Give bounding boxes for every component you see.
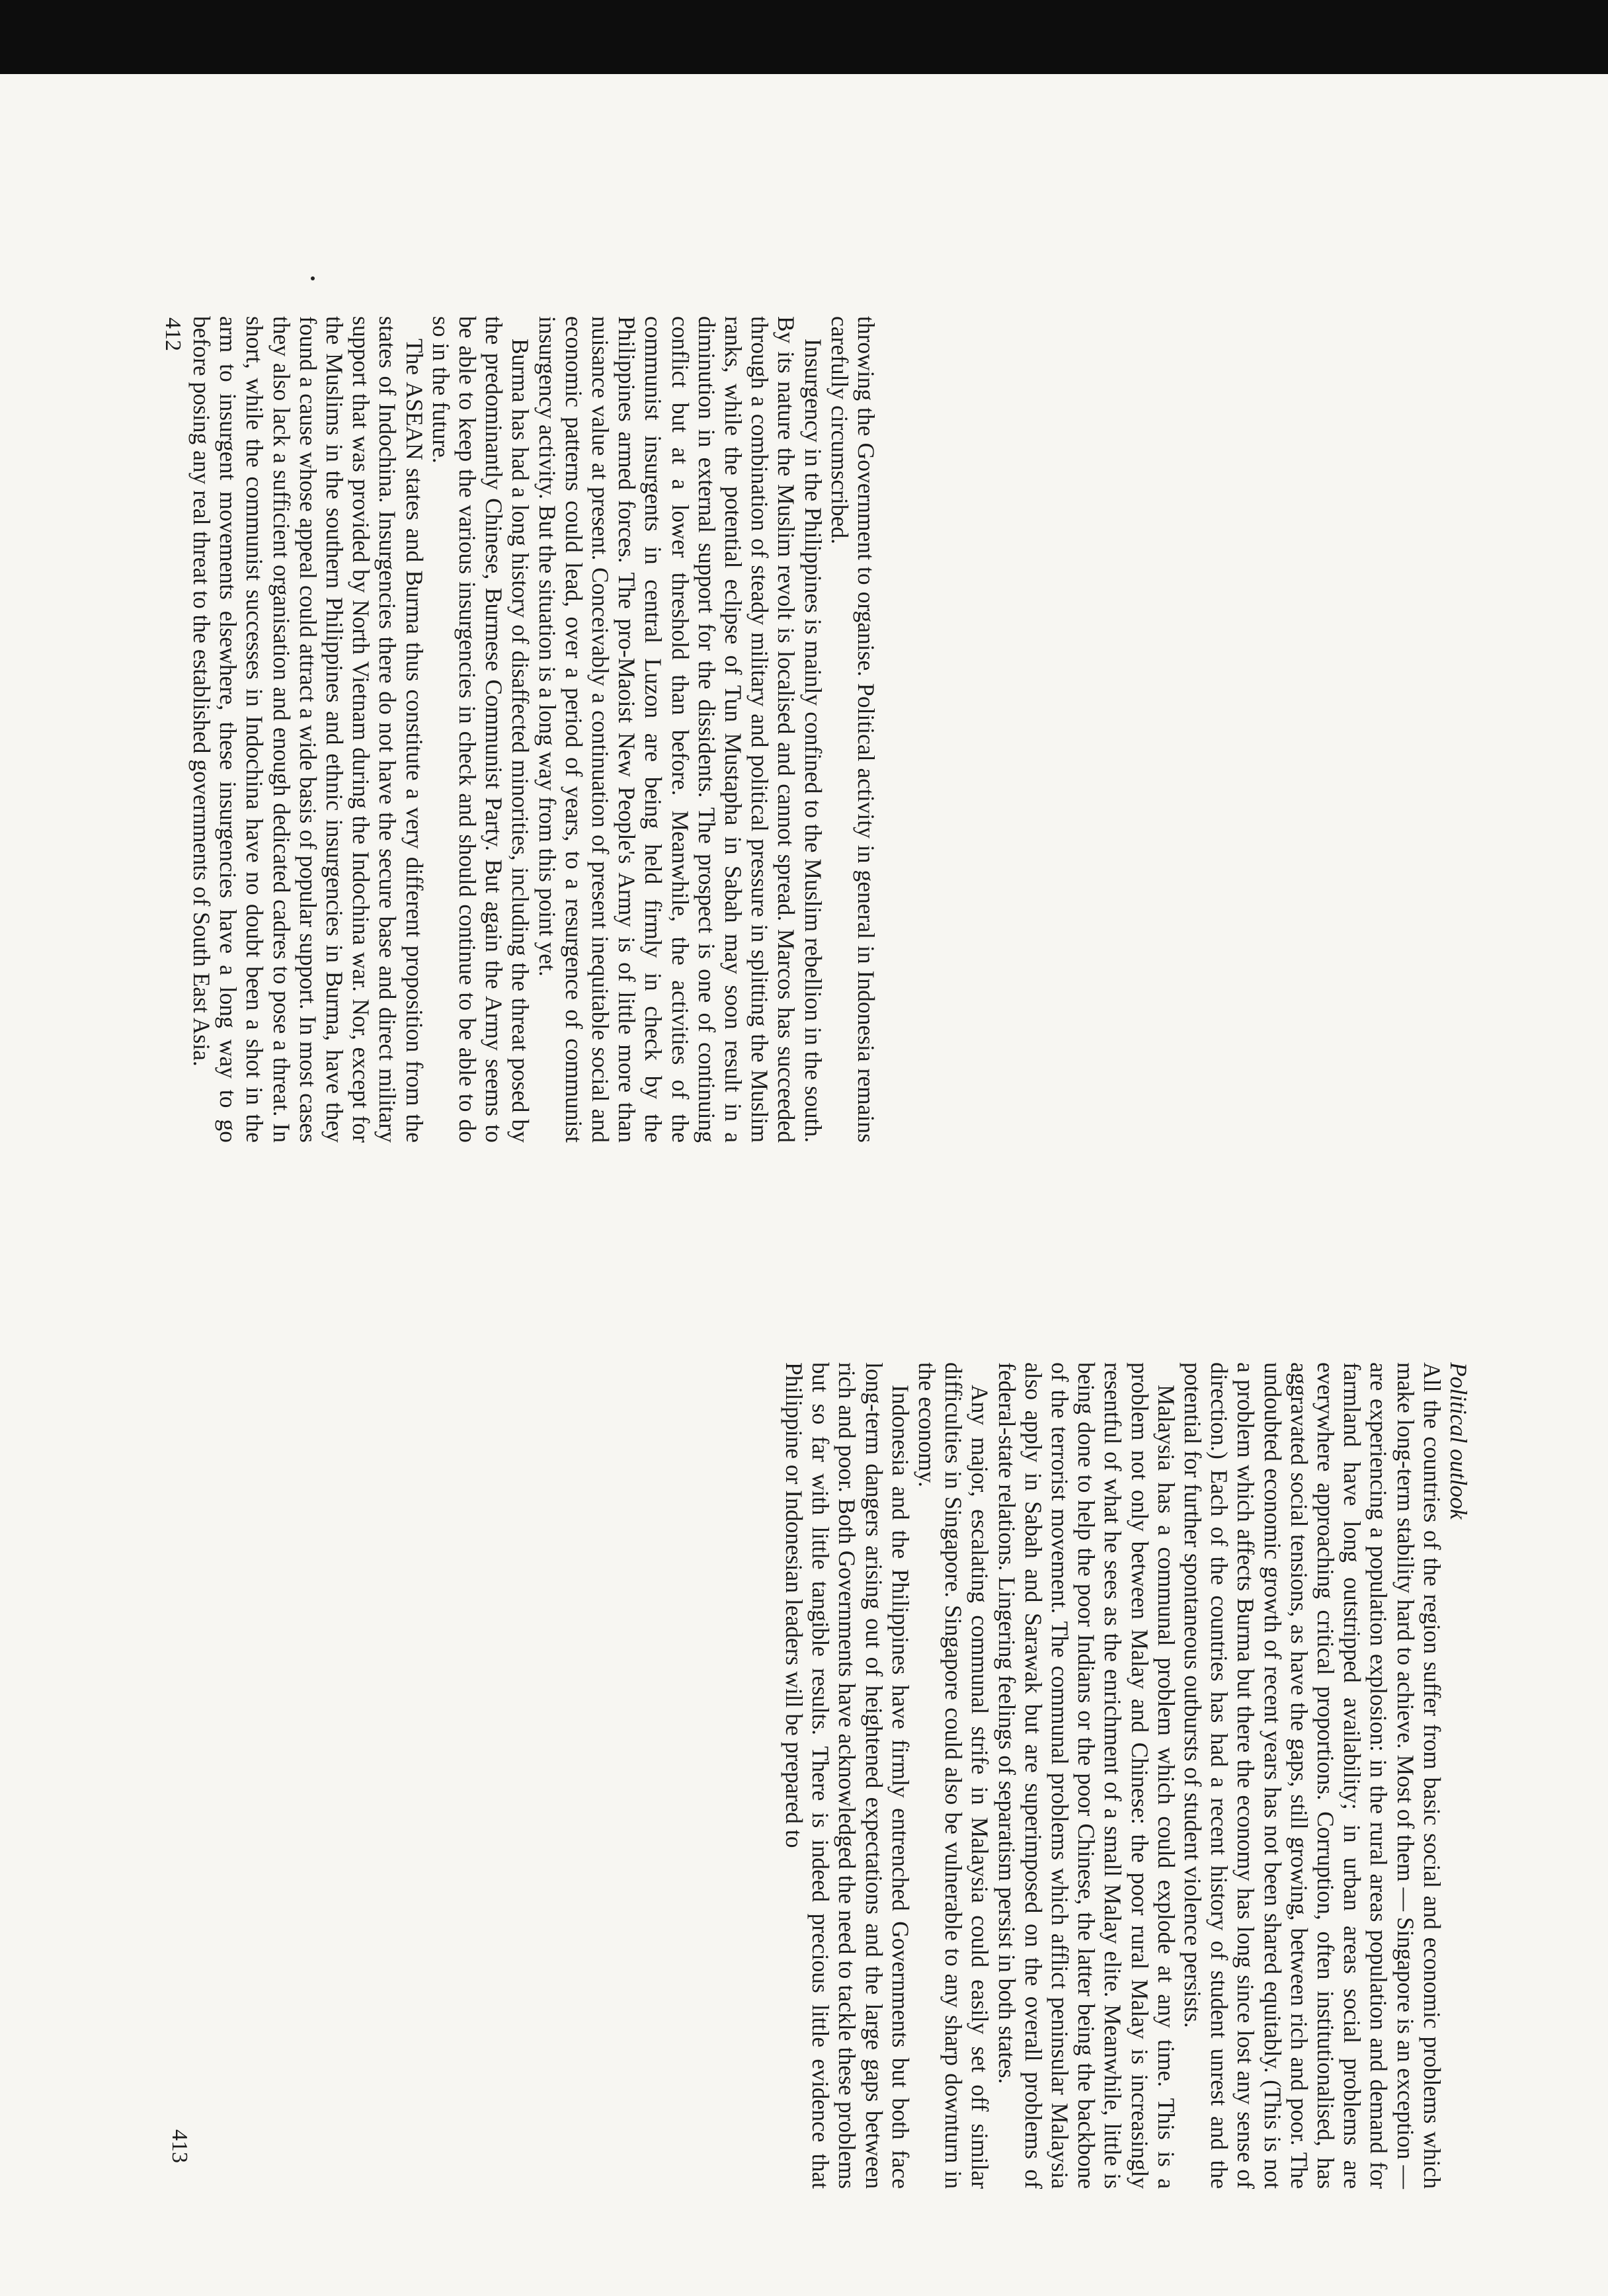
scanner-edge-bar <box>0 0 1608 74</box>
left-paragraph-4: The ASEAN states and Burma thus constitute a very different proposition from the states of Indochina. Insurgencies there do not have the secure base and direct military support that was provided by North Vietnam during the Indochina war. Nor, except for the Muslims in the southern Philippines and ethnic insurgencies in Burma, have they found a cause whose appeal could attract a wide basis of popular support. In most cases they also lack a sufficient organisation and enough dedicated cadres to pose a threat. In short, while the communist successes in Indochina have no doubt been a shot in the arm to insurgent movements elsewhere, these insurgencies have a long way to go before posing any real threat to the established governments of South East Asia. <box>188 316 428 1143</box>
right-paragraph-2: Malaysia has a communal problem which could explode at any time. This is a problem not only between Malay and Chinese: the poor rural Malay is increasingly resentful of what he sees as the enrichment of a small Malay elite. Meanwhile, little is being done to help the poor Indians or the poor Chinese, the latter being the backbone of the terrorist movement. The communal problems which afflict peninsular Malaysia also apply in Sabah and Sarawak but are superimposed on the overall problems of federal-state relations. Lingering feelings of separatism persist in both states. <box>993 1362 1180 2189</box>
right-paragraph-3: Any major, escalating communal strife in Malaysia could easily set off similar difficulties in Singapore. Singapore could also be vulnerable to any sharp downturn in the economy. <box>913 1362 994 2189</box>
right-page-column <box>780 1362 1472 2189</box>
left-page-number: 412 <box>161 317 185 351</box>
right-page-number: 413 <box>167 2129 192 2163</box>
right-paragraph-4: Indonesia and the Philippines have firmly entrenched Governments but both face long-term dangers arising out of heightened expectations and the large gaps between rich and poor. Both Governments have acknowledged the need to tackle these problems but so far with little tangible results. There is indeed precious little evidence that Philippine or Indonesian leaders will be prepared to <box>780 1362 914 2189</box>
left-paragraph-2: Insurgency in the Philippines is mainly confined to the Muslim rebellion in the south. By its nature the Muslim revolt is localised and cannot spread. Marcos has succeeded through a combination of steady military and political pressure in splitting the Muslim ranks, while the potential eclipse of Tun Mustapha in Sabah may soon result in a diminution in external support for the dissidents. The prospect is one of continuing conflict but at a lower threshold than before. Meanwhile, the activities of the communist insurgents in central Luzon are being held firmly in check by the Philippines armed forces. The pro-Maoist New People's Army is of little more than nuisance value at present. Conceivably a continuation of present inequitable social and economic patterns could lead, over a period of years, to a resurgence of communist insurgency activity. But the situation is a long way from this point yet. <box>534 316 826 1143</box>
left-paragraph-1: throwing the Government to organise. Political activity in general in Indonesia remains carefully circumscribed. <box>826 316 879 1143</box>
right-heading: Political outlook <box>1445 1362 1472 1520</box>
left-page-column <box>188 316 879 1143</box>
left-paragraph-3: Burma has had a long history of disaffected minorities, including the threat posed by the predominantly Chinese, Burmese Communist Party. But again the Army seems to be able to keep the various insurgencies in check and should continue to be able to do so in the future. <box>427 316 534 1143</box>
scan-speck <box>311 276 315 280</box>
right-paragraph-1: All the countries of the region suffer from basic social and economic problems which make long-term stability hard to achieve. Most of them — Singapore is an exception — are experiencing a population explosion: in the rural areas population and demand for farmland have long outstripped availability; in urban areas social problems are everywhere approaching critical proportions. Corruption, often institutionalised, has aggravated social tensions, as have the gaps, still growing, between rich and poor. The undoubted economic growth of recent years has not been shared equitably. (This is not a problem which affects Burma but there the economy has long since lost any sense of direction.) Each of the countries has had a recent history of student unrest and the potential for further spontaneous outbursts of student violence persists. <box>1179 1362 1445 2189</box>
